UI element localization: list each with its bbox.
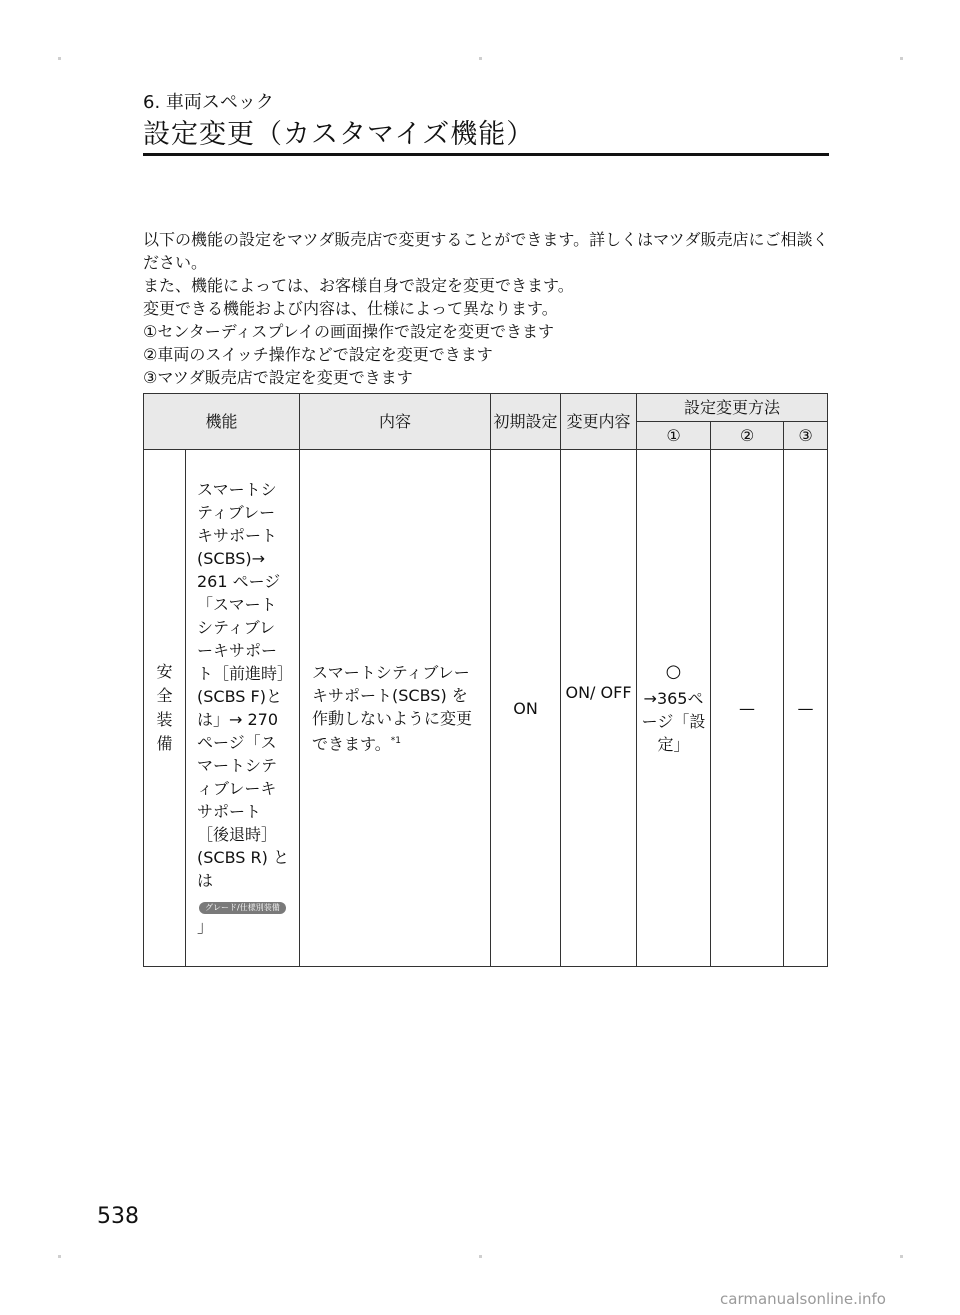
header-method-2: ② <box>711 422 784 450</box>
title-rule <box>143 153 829 156</box>
grade-badge: グレード/仕様別装備 <box>199 902 286 914</box>
method-3-legend: ③マツダ販売店で設定を変更できます <box>143 368 413 387</box>
crop-mark <box>58 57 61 60</box>
function-description: スマートシティブレーキサポート(SCBS)→ 261 ページ「スマートシティブレーキサポート［前進時］(SCBS F)とは」→ 270 ページ「スマートシティブレーキサポート［後退時］(SCBS R) とは <box>197 480 289 890</box>
header-method-1: ① <box>637 422 711 450</box>
header-change-content: 変更内容 <box>561 394 637 450</box>
function-close-bracket: 」 <box>197 917 214 936</box>
category-char: 備 <box>156 734 173 753</box>
available-circle-icon: ○ <box>665 661 682 682</box>
category-char: 安 <box>156 662 173 681</box>
function-cell <box>186 450 300 967</box>
intro-text <box>143 228 833 389</box>
intro-line: 変更できる機能および内容は、仕様によって異なります。 <box>143 299 558 318</box>
header-method-3: ③ <box>784 422 828 450</box>
method-1-cell <box>637 450 711 967</box>
header-change-method: 設定変更方法 <box>637 394 828 422</box>
section-heading: 6. 車両スペック <box>143 92 274 113</box>
crop-mark <box>900 1255 903 1258</box>
content-description: スマートシティブレーキサポート(SCBS) を作動しないように変更できます。 <box>312 662 473 754</box>
settings-page-reference: →365ページ「設定」 <box>641 689 706 754</box>
intro-line: また、機能によっては、お客様自身で設定を変更できます。 <box>143 276 574 295</box>
page-title: 設定変更（カスタマイズ機能） <box>143 119 535 150</box>
header-content: 内容 <box>300 394 491 450</box>
initial-setting-cell: ON <box>491 450 561 967</box>
method-2-legend: ②車両のスイッチ操作などで設定を変更できます <box>143 345 493 364</box>
category-char: 装 <box>156 710 173 729</box>
watermark: carmanualsonline.info <box>720 1290 886 1308</box>
footnote-mark: *1 <box>390 735 401 746</box>
crop-mark <box>479 1255 482 1258</box>
method-2-cell: — <box>711 450 784 967</box>
customization-table <box>143 393 828 967</box>
intro-line: 以下の機能の設定をマツダ販売店で変更することができます。詳しくはマツダ販売店にご相談ください。 <box>143 230 829 272</box>
crop-mark <box>479 57 482 60</box>
crop-mark <box>58 1255 61 1258</box>
table-row <box>144 450 828 967</box>
method-1-legend: ①センターディスプレイの画面操作で設定を変更できます <box>143 322 554 341</box>
category-cell <box>144 450 186 967</box>
page-number: 538 <box>97 1204 139 1229</box>
crop-mark <box>900 57 903 60</box>
header-initial-setting: 初期設定 <box>491 394 561 450</box>
category-char: 全 <box>156 686 173 705</box>
content-cell <box>300 450 491 967</box>
header-function: 機能 <box>144 394 300 450</box>
change-content-cell: ON/ OFF <box>561 450 637 967</box>
method-3-cell: — <box>784 450 828 967</box>
